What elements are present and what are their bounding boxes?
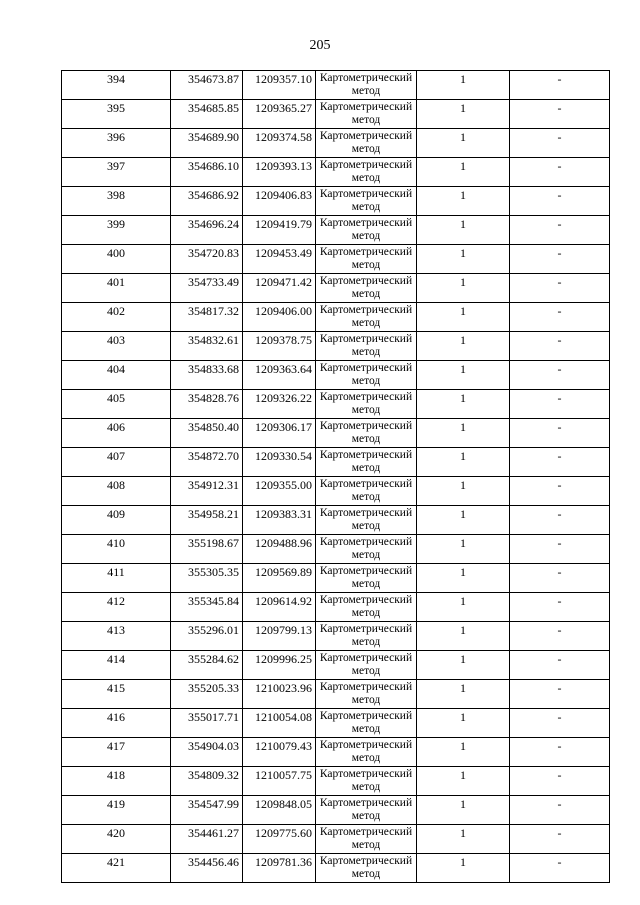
method-text: Картометрический метод	[319, 449, 413, 474]
point-number-cell: 403	[62, 332, 171, 361]
method-cell	[316, 303, 417, 332]
x-coordinate-cell: 354673.87	[171, 71, 243, 100]
table-row	[62, 245, 610, 274]
description-cell: -	[510, 593, 610, 622]
y-coordinate-cell: 1210054.08	[243, 709, 316, 738]
description-cell: -	[510, 71, 610, 100]
method-cell	[316, 767, 417, 796]
method-text: Картометрический метод	[319, 246, 413, 271]
y-coordinate-cell: 1209393.13	[243, 158, 316, 187]
method-cell	[316, 361, 417, 390]
y-coordinate-cell: 1209330.54	[243, 448, 316, 477]
table-row	[62, 187, 610, 216]
table-row	[62, 854, 610, 883]
x-coordinate-cell: 354850.40	[171, 419, 243, 448]
x-coordinate-cell: 354685.85	[171, 100, 243, 129]
method-cell	[316, 187, 417, 216]
y-coordinate-cell: 1210079.43	[243, 738, 316, 767]
method-text: Картометрический метод	[319, 391, 413, 416]
point-number-cell: 405	[62, 390, 171, 419]
y-coordinate-cell: 1209326.22	[243, 390, 316, 419]
y-coordinate-cell: 1209569.89	[243, 564, 316, 593]
table-row	[62, 593, 610, 622]
x-coordinate-cell: 354817.32	[171, 303, 243, 332]
table-row	[62, 419, 610, 448]
y-coordinate-cell: 1209363.64	[243, 361, 316, 390]
x-coordinate-cell: 355305.35	[171, 564, 243, 593]
table-row	[62, 564, 610, 593]
page-number: 205	[309, 38, 331, 53]
method-text: Картометрический метод	[319, 130, 413, 155]
method-text: Картометрический метод	[319, 826, 413, 851]
accuracy-cell: 1	[417, 71, 510, 100]
description-cell: -	[510, 535, 610, 564]
method-cell	[316, 535, 417, 564]
method-cell	[316, 796, 417, 825]
x-coordinate-cell: 354958.21	[171, 506, 243, 535]
table-row	[62, 477, 610, 506]
point-number-cell: 404	[62, 361, 171, 390]
accuracy-cell: 1	[417, 332, 510, 361]
method-text: Картометрический метод	[319, 855, 413, 880]
point-number-cell: 417	[62, 738, 171, 767]
description-cell: -	[510, 361, 610, 390]
point-number-cell: 400	[62, 245, 171, 274]
method-cell	[316, 216, 417, 245]
point-number-cell: 401	[62, 274, 171, 303]
method-text: Картометрический метод	[319, 565, 413, 590]
x-coordinate-cell: 354686.92	[171, 187, 243, 216]
table-row	[62, 622, 610, 651]
x-coordinate-cell: 355205.33	[171, 680, 243, 709]
table-row	[62, 158, 610, 187]
accuracy-cell: 1	[417, 796, 510, 825]
point-number-cell: 399	[62, 216, 171, 245]
method-cell	[316, 245, 417, 274]
point-number-cell: 418	[62, 767, 171, 796]
method-cell	[316, 738, 417, 767]
method-text: Картометрический метод	[319, 72, 413, 97]
method-cell	[316, 477, 417, 506]
point-number-cell: 410	[62, 535, 171, 564]
point-number-cell: 421	[62, 854, 171, 883]
method-text: Картометрический метод	[319, 333, 413, 358]
accuracy-cell: 1	[417, 651, 510, 680]
description-cell: -	[510, 216, 610, 245]
point-number-cell: 416	[62, 709, 171, 738]
point-number-cell: 407	[62, 448, 171, 477]
description-cell: -	[510, 709, 610, 738]
x-coordinate-cell: 354832.61	[171, 332, 243, 361]
table-row	[62, 361, 610, 390]
table-row	[62, 303, 610, 332]
y-coordinate-cell: 1209781.36	[243, 854, 316, 883]
method-text: Картометрический метод	[319, 188, 413, 213]
table-row	[62, 448, 610, 477]
table-row	[62, 709, 610, 738]
y-coordinate-cell: 1209996.25	[243, 651, 316, 680]
table-row	[62, 274, 610, 303]
y-coordinate-cell: 1209406.83	[243, 187, 316, 216]
point-number-cell: 397	[62, 158, 171, 187]
x-coordinate-cell: 354461.27	[171, 825, 243, 854]
y-coordinate-cell: 1209775.60	[243, 825, 316, 854]
method-text: Картометрический метод	[319, 478, 413, 503]
table-row	[62, 680, 610, 709]
accuracy-cell: 1	[417, 709, 510, 738]
description-cell: -	[510, 448, 610, 477]
table-row	[62, 825, 610, 854]
point-number-cell: 394	[62, 71, 171, 100]
accuracy-cell: 1	[417, 448, 510, 477]
description-cell: -	[510, 274, 610, 303]
accuracy-cell: 1	[417, 622, 510, 651]
method-text: Картометрический метод	[319, 710, 413, 735]
y-coordinate-cell: 1209488.96	[243, 535, 316, 564]
y-coordinate-cell: 1209419.79	[243, 216, 316, 245]
accuracy-cell: 1	[417, 129, 510, 158]
table-row	[62, 129, 610, 158]
y-coordinate-cell: 1209614.92	[243, 593, 316, 622]
point-number-cell: 412	[62, 593, 171, 622]
y-coordinate-cell: 1209848.05	[243, 796, 316, 825]
method-cell	[316, 564, 417, 593]
method-cell	[316, 506, 417, 535]
coordinates-table	[61, 70, 610, 883]
accuracy-cell: 1	[417, 216, 510, 245]
y-coordinate-cell: 1210023.96	[243, 680, 316, 709]
accuracy-cell: 1	[417, 593, 510, 622]
description-cell: -	[510, 187, 610, 216]
method-text: Картометрический метод	[319, 304, 413, 329]
accuracy-cell: 1	[417, 506, 510, 535]
table-row	[62, 506, 610, 535]
y-coordinate-cell: 1209378.75	[243, 332, 316, 361]
accuracy-cell: 1	[417, 738, 510, 767]
accuracy-cell: 1	[417, 535, 510, 564]
method-cell	[316, 448, 417, 477]
point-number-cell: 398	[62, 187, 171, 216]
accuracy-cell: 1	[417, 245, 510, 274]
x-coordinate-cell: 354912.31	[171, 477, 243, 506]
table-row	[62, 738, 610, 767]
x-coordinate-cell: 354720.83	[171, 245, 243, 274]
accuracy-cell: 1	[417, 767, 510, 796]
point-number-cell: 396	[62, 129, 171, 158]
y-coordinate-cell: 1209799.13	[243, 622, 316, 651]
description-cell: -	[510, 100, 610, 129]
y-coordinate-cell: 1210057.75	[243, 767, 316, 796]
method-cell	[316, 71, 417, 100]
method-cell	[316, 158, 417, 187]
point-number-cell: 419	[62, 796, 171, 825]
table-row	[62, 796, 610, 825]
description-cell: -	[510, 738, 610, 767]
method-text: Картометрический метод	[319, 681, 413, 706]
y-coordinate-cell: 1209374.58	[243, 129, 316, 158]
x-coordinate-cell: 354809.32	[171, 767, 243, 796]
x-coordinate-cell: 355017.71	[171, 709, 243, 738]
description-cell: -	[510, 129, 610, 158]
method-cell	[316, 854, 417, 883]
method-text: Картометрический метод	[319, 420, 413, 445]
x-coordinate-cell: 355345.84	[171, 593, 243, 622]
accuracy-cell: 1	[417, 825, 510, 854]
accuracy-cell: 1	[417, 274, 510, 303]
point-number-cell: 414	[62, 651, 171, 680]
accuracy-cell: 1	[417, 361, 510, 390]
method-cell	[316, 390, 417, 419]
table-row	[62, 390, 610, 419]
point-number-cell: 411	[62, 564, 171, 593]
point-number-cell: 395	[62, 100, 171, 129]
method-text: Картометрический метод	[319, 594, 413, 619]
method-cell	[316, 651, 417, 680]
description-cell: -	[510, 303, 610, 332]
x-coordinate-cell: 354686.10	[171, 158, 243, 187]
y-coordinate-cell: 1209357.10	[243, 71, 316, 100]
description-cell: -	[510, 245, 610, 274]
table-row	[62, 767, 610, 796]
method-cell	[316, 593, 417, 622]
y-coordinate-cell: 1209365.27	[243, 100, 316, 129]
accuracy-cell: 1	[417, 303, 510, 332]
x-coordinate-cell: 354456.46	[171, 854, 243, 883]
x-coordinate-cell: 355296.01	[171, 622, 243, 651]
point-number-cell: 408	[62, 477, 171, 506]
accuracy-cell: 1	[417, 854, 510, 883]
method-text: Картометрический метод	[319, 797, 413, 822]
point-number-cell: 415	[62, 680, 171, 709]
table-row	[62, 71, 610, 100]
method-cell	[316, 709, 417, 738]
point-number-cell: 402	[62, 303, 171, 332]
method-cell	[316, 274, 417, 303]
accuracy-cell: 1	[417, 187, 510, 216]
accuracy-cell: 1	[417, 100, 510, 129]
x-coordinate-cell: 354833.68	[171, 361, 243, 390]
description-cell: -	[510, 796, 610, 825]
description-cell: -	[510, 506, 610, 535]
method-cell	[316, 825, 417, 854]
description-cell: -	[510, 854, 610, 883]
accuracy-cell: 1	[417, 419, 510, 448]
method-cell	[316, 129, 417, 158]
description-cell: -	[510, 477, 610, 506]
description-cell: -	[510, 419, 610, 448]
method-text: Картометрический метод	[319, 623, 413, 648]
description-cell: -	[510, 680, 610, 709]
description-cell: -	[510, 158, 610, 187]
x-coordinate-cell: 354689.90	[171, 129, 243, 158]
x-coordinate-cell: 354547.99	[171, 796, 243, 825]
x-coordinate-cell: 354696.24	[171, 216, 243, 245]
method-cell	[316, 622, 417, 651]
description-cell: -	[510, 622, 610, 651]
accuracy-cell: 1	[417, 390, 510, 419]
table-row	[62, 651, 610, 680]
table-row	[62, 100, 610, 129]
method-text: Картометрический метод	[319, 739, 413, 764]
description-cell: -	[510, 825, 610, 854]
method-cell	[316, 100, 417, 129]
method-text: Картометрический метод	[319, 768, 413, 793]
description-cell: -	[510, 332, 610, 361]
x-coordinate-cell: 355284.62	[171, 651, 243, 680]
table-row	[62, 332, 610, 361]
table-row	[62, 216, 610, 245]
method-text: Картометрический метод	[319, 101, 413, 126]
description-cell: -	[510, 767, 610, 796]
x-coordinate-cell: 354872.70	[171, 448, 243, 477]
x-coordinate-cell: 354904.03	[171, 738, 243, 767]
y-coordinate-cell: 1209355.00	[243, 477, 316, 506]
table-body	[62, 71, 610, 883]
method-text: Картометрический метод	[319, 536, 413, 561]
y-coordinate-cell: 1209471.42	[243, 274, 316, 303]
accuracy-cell: 1	[417, 477, 510, 506]
description-cell: -	[510, 390, 610, 419]
x-coordinate-cell: 354733.49	[171, 274, 243, 303]
method-text: Картометрический метод	[319, 652, 413, 677]
point-number-cell: 420	[62, 825, 171, 854]
method-text: Картометрический метод	[319, 507, 413, 532]
point-number-cell: 406	[62, 419, 171, 448]
accuracy-cell: 1	[417, 158, 510, 187]
table-row	[62, 535, 610, 564]
method-text: Картометрический метод	[319, 159, 413, 184]
x-coordinate-cell: 355198.67	[171, 535, 243, 564]
x-coordinate-cell: 354828.76	[171, 390, 243, 419]
method-text: Картометрический метод	[319, 362, 413, 387]
method-cell	[316, 680, 417, 709]
accuracy-cell: 1	[417, 564, 510, 593]
method-cell	[316, 419, 417, 448]
point-number-cell: 413	[62, 622, 171, 651]
y-coordinate-cell: 1209383.31	[243, 506, 316, 535]
method-cell	[316, 332, 417, 361]
description-cell: -	[510, 564, 610, 593]
y-coordinate-cell: 1209306.17	[243, 419, 316, 448]
y-coordinate-cell: 1209453.49	[243, 245, 316, 274]
method-text: Картометрический метод	[319, 275, 413, 300]
accuracy-cell: 1	[417, 680, 510, 709]
method-text: Картометрический метод	[319, 217, 413, 242]
y-coordinate-cell: 1209406.00	[243, 303, 316, 332]
point-number-cell: 409	[62, 506, 171, 535]
description-cell: -	[510, 651, 610, 680]
